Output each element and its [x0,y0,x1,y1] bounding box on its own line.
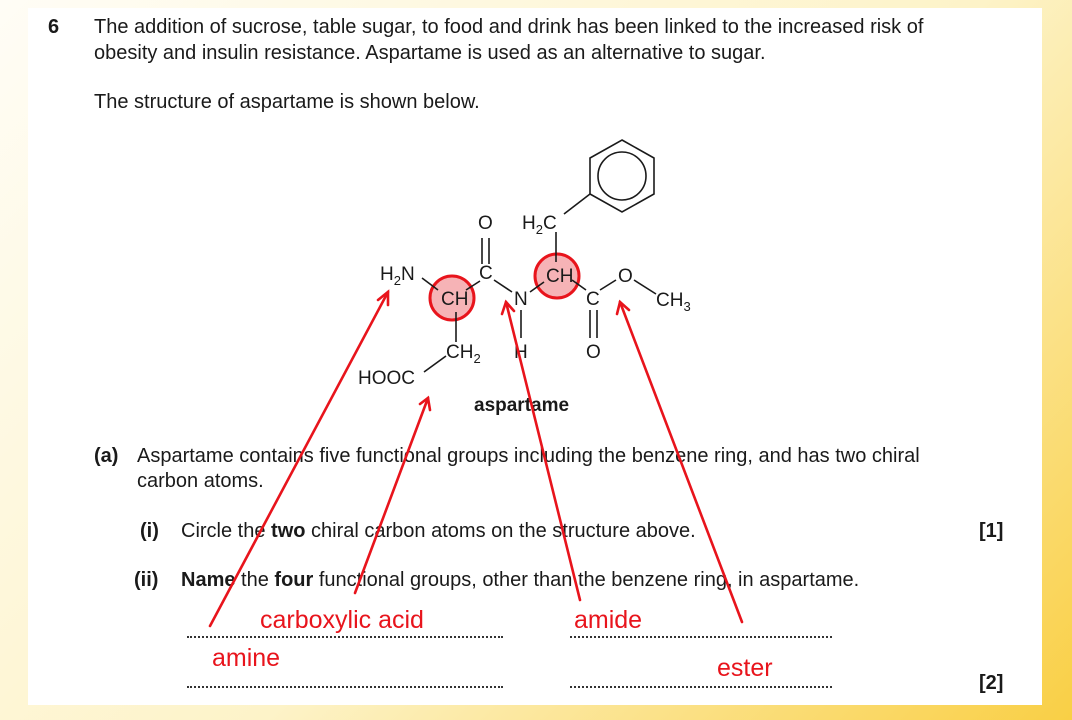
arrow-carboxylic-acid [355,398,428,593]
atom-h2n: $H_2N$ [380,264,415,288]
part-i-marks: [1] [979,520,1004,542]
benzene-inner-circle [598,152,646,200]
atom-c-carbonyl: C [479,263,493,284]
part-a-line-1: Aspartame contains five functional groups including the benzene ring, and has two chiral [137,445,920,467]
structure-label: aspartame [474,395,570,416]
atom-o-ester-link: O [618,266,633,287]
part-ii-label: (ii) [134,569,159,591]
atom-h2c: $H_2C$ [522,213,557,237]
benzene-hexagon [590,140,654,212]
arrow-amide [506,302,580,600]
part-ii-text: Name the four functional groups, other than the benzene ring, in aspartame. [181,569,860,591]
annotation-amine: amine [212,644,281,672]
annotation-amide: amide [574,606,643,634]
arrow-ester [620,302,742,622]
annotation-carboxylic-acid: carboxylic acid [260,606,424,634]
part-i-label: (i) [140,520,159,542]
part-ii-marks: [2] [979,672,1004,694]
atom-ch2: $CH_2$ [446,342,481,366]
atom-o-bottom: O [586,342,601,363]
bond-lines [422,140,656,372]
atom-o-top: O [478,213,493,234]
atom-ch-right: CH [546,266,574,287]
atom-ch-left: CH [441,289,469,310]
atom-n-amide: N [514,289,528,310]
atom-hooc: HOOC [358,368,415,389]
structure-intro: The structure of aspartame is shown below. [94,91,480,113]
part-a-label: (a) [94,445,119,467]
atom-h-amide: H [514,342,528,363]
intro-line-2: obesity and insulin resistance. Aspartame is used as an alternative to sugar. [94,42,766,64]
part-i-text: Circle the two chiral carbon atoms on the structure above. [181,520,696,542]
atom-c-ester: C [586,289,600,310]
annotation-arrows [210,292,742,626]
intro-line-1: The addition of sucrose, table sugar, to food and drink has been linked to the increased risk of [94,16,924,38]
question-number: 6 [48,16,60,38]
annotation-ester: ester [717,654,773,682]
part-a-line-2: carbon atoms. [137,470,264,492]
atom-ch3: $CH_3$ [656,290,691,314]
